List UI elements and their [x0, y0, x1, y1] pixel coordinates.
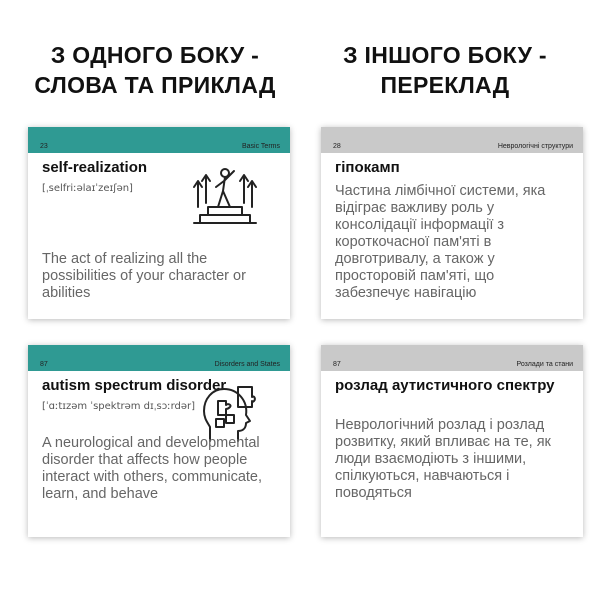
card-definition: A neurological and developmental disorder that affects how people interact with others, communicate, learn, and behave	[42, 435, 263, 502]
flashcard-hippocampus-back	[321, 127, 583, 319]
card-number: 87	[40, 361, 48, 368]
card-phonetic: [ˌselfriːəlaɪˈzeɪʃən]	[42, 183, 133, 194]
flashcard-autism-back	[321, 345, 583, 537]
card-category: Basic Terms	[242, 143, 280, 150]
card-term: гіпокамп	[335, 159, 400, 176]
card-header	[321, 127, 583, 153]
flashcard-self-realization-front	[28, 127, 290, 319]
heading-front-side: З ОДНОГО БОКУ - СЛОВА ТА ПРИКЛАД	[34, 42, 276, 98]
card-number: 23	[40, 143, 48, 150]
card-category: Розлади та стани	[516, 361, 573, 368]
card-number: 87	[333, 361, 341, 368]
card-header	[28, 127, 290, 153]
card-term: self-realization	[42, 159, 148, 176]
card-definition: Неврологічний розлад і розлад розвитку, який впливає на те, як люди взаємодіють з іншими, спілкуються, навчаються і поводяться	[335, 417, 551, 501]
card-category: Неврологічні структури	[497, 143, 573, 150]
card-definition: Частина лімбічної системи, яка відіграє важливу роль у консолідації інформації з короткочасної пам'яті в довготривалу, а також у просторовій пам'яті, що забезпечує навігацію	[335, 183, 546, 301]
card-category: Disorders and States	[214, 361, 280, 368]
flashcard-autism-front	[28, 345, 290, 537]
card-header	[28, 345, 290, 371]
card-number: 28	[333, 143, 341, 150]
heading-back-side: З ІНШОГО БОКУ - ПЕРЕКЛАД	[343, 42, 547, 98]
card-term: autism spectrum disorder	[42, 377, 227, 394]
card-definition: The act of realizing all the possibilities of your character or abilities	[42, 251, 246, 301]
person-climbing-stairs-icon	[190, 163, 260, 227]
card-term: розлад аутистичного спектру	[335, 377, 555, 394]
card-phonetic: [ˈɑːtɪzəm ˈspektrəm dɪˌsɔːrdər]	[42, 401, 196, 412]
card-header	[321, 345, 583, 371]
